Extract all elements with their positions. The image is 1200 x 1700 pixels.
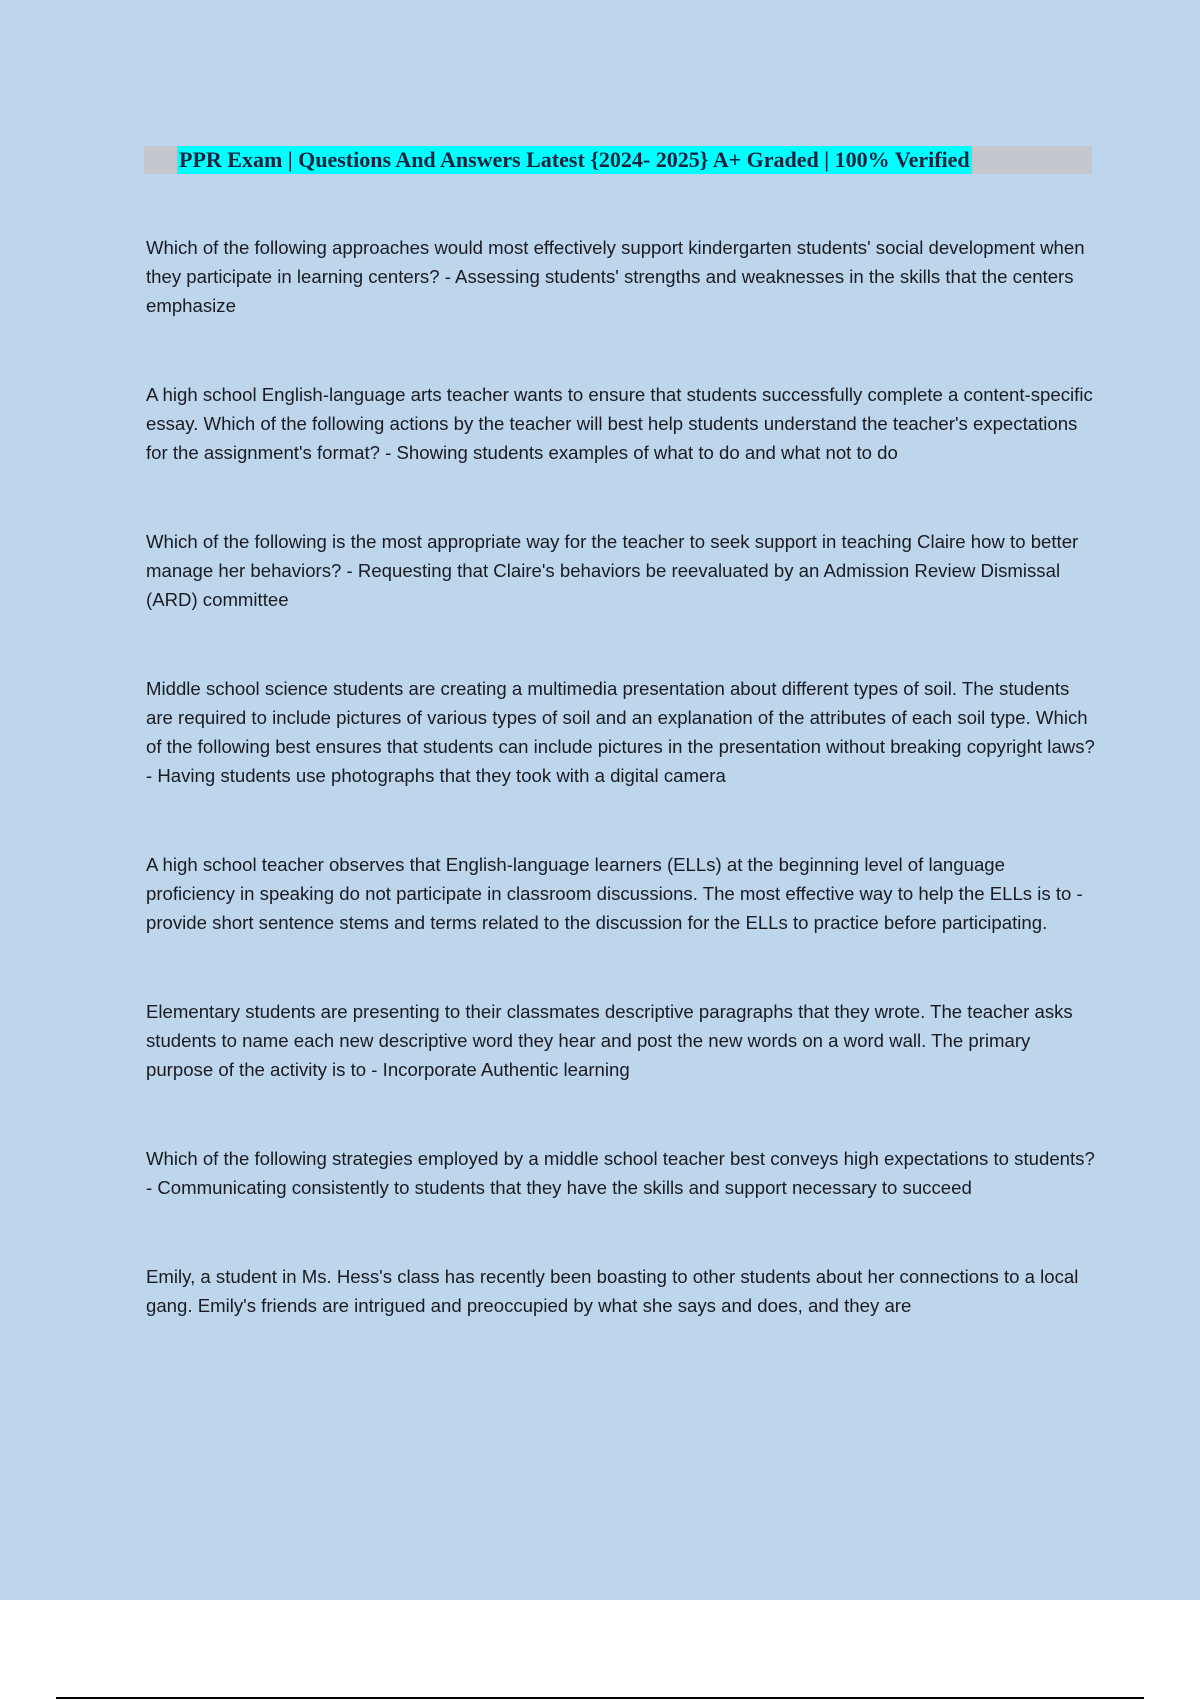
qa-item: Elementary students are presenting to their classmates descriptive paragraphs that they wrote. The teacher asks students to name each new descriptive word they hear and post the new words on a word wall. The primary purpose of the activity is to - Incorporate Authentic learning: [146, 1001, 1073, 1080]
footer-divider: [56, 1697, 1144, 1699]
qa-item: A high school teacher observes that English-language learners (ELLs) at the beginning level of language proficiency in speaking do not participate in classroom discussions. The most effective way to help the ELLs is to - provide short sentence stems and terms related to the discussion for the ELLs to practice before participating.: [146, 854, 1083, 933]
document-title: PPR Exam | Questions And Answers Latest {2024- 2025} A+ Graded | 100% Verified: [179, 147, 970, 172]
qa-item: A high school English-language arts teacher wants to ensure that students successfully complete a content-specific essay. Which of the following actions by the teacher will best help students understand the teacher's expectations for the assignment's format? - Showing students examples of what to do and what not to do: [146, 384, 1093, 463]
qa-item: Which of the following is the most appropriate way for the teacher to seek support in teaching Claire how to better manage her behaviors? - Requesting that Claire's behaviors be reevaluated by an Admission Review Dismissal (ARD) committee: [146, 531, 1079, 610]
qa-item: Middle school science students are creating a multimedia presentation about different types of soil. The students are required to include pictures of various types of soil and an explanation of the attributes of each soil type. Which of the following best ensures that students can include pictures in the presentation without breaking copyright laws? - Having students use photographs that they took with a digital camera: [146, 678, 1095, 786]
qa-item: Emily, a student in Ms. Hess's class has recently been boasting to other students about her connections to a local gang. Emily's friends are intrigued and preoccupied by what she says and does, and they are: [146, 1266, 1079, 1316]
qa-item: Which of the following approaches would most effectively support kindergarten students' social development when they participate in learning centers? - Assessing students' strengths and weaknesses in the skills that the centers emphasize: [146, 237, 1085, 316]
question-answer-list: [146, 233, 1096, 1380]
qa-item: Which of the following strategies employed by a middle school teacher best conveys high expectations to students? - Communicating consistently to students that they have the skills and support necessary to succeed: [146, 1148, 1095, 1198]
